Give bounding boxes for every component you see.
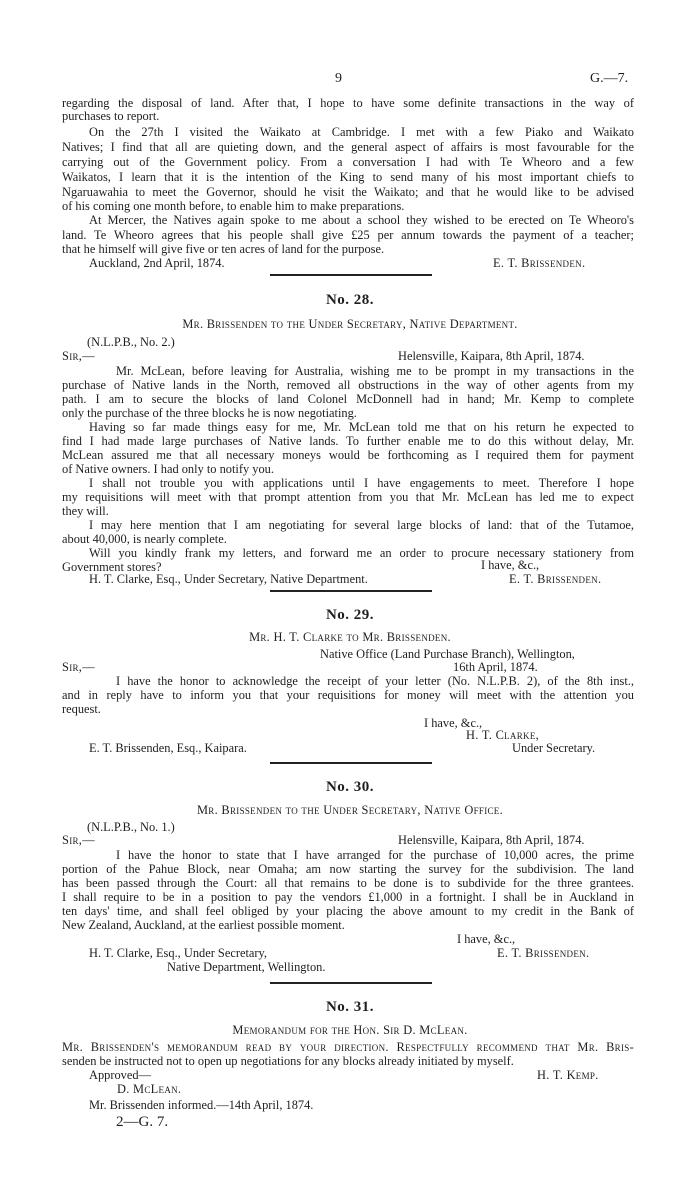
text-line: they will. [62,504,109,518]
text-line: request. [62,702,101,716]
text-line: I shall not trouble you with applications until I have engagements to meet. Therefore I hope [89,476,634,490]
document-reference: G.—7. [590,71,629,86]
text-line: I shall require to be in a position to pay the vendors £1,000 in a fortnight. I shall be in Auckland in [62,890,634,904]
letter-place: Native Office (Land Purchase Branch), Wellington, [320,647,575,661]
addressee-department: Native Department, Wellington. [167,960,326,974]
addressee: H. T. Clarke, Esq., Under Secretary, Native Department. [89,572,368,586]
text-line: Will you kindly frank my letters, and forward me an order to procure necessary stationery from [89,546,634,560]
text-line: find I had made large purchases of Native lands. To further enable me to do this without delay, Mr. [62,434,634,448]
text-line: carrying out of the Government policy. From a conversation I had with Te Wheoro and a few [62,155,634,169]
text-line: about 40,000, is nearly complete. [62,532,227,546]
text-line: New Zealand, Auckland, at the earliest possible moment. [62,918,345,932]
letter-place-date: Helensville, Kaipara, 8th April, 1874. [398,833,585,847]
text-line: purchase of Native lands in the North, removed all obstructions in the way of other agents from my [62,378,634,392]
addressee: H. T. Clarke, Esq., Under Secretary, [89,946,267,960]
text-line: ten days' time, and shall feel obliged by your placing the above amount to my credit in the Bank of [62,904,634,918]
text-line: purchases to report. [62,109,160,123]
text-line: regarding the disposal of land. After that, I hope to have some definite transactions in the way of [62,96,634,110]
section-divider [270,982,432,984]
text-line: land. Te Wheoro agrees that his people shall give £25 per annum towards the payment of a teacher; [62,228,634,242]
section-heading: No. 30. [325,779,375,795]
page-number: 9 [335,71,342,86]
text-line: senden be instructed not to open up negotiations for any blocks already initiated by myself. [62,1054,514,1068]
text-line: Natives; I find that all are quieting down, and the general aspect of affairs is most favourable for the [62,140,634,154]
salutation: Sir,— [62,833,95,847]
signature: E. T. Brissenden. [493,256,586,270]
text-line: has been passed through the Court: all that remains to be done is to subdivide for the three grantees. [62,876,634,890]
signature-mark: 2—G. 7. [116,1114,169,1130]
text-line: and in reply have to inform you that your requisitions for money will meet with the attention you [62,688,634,702]
text-line: that he himself will give five or ten acres of land for the purpose. [62,242,385,256]
letter-subject: Mr. H. T. Clarke to Mr. Brissenden. [249,630,451,644]
signature: H. T. Kemp. [537,1068,599,1082]
text-line: At Mercer, the Natives again spoke to me about a school they wished to be erected on Te Wheoro's [89,213,634,227]
approval-note: Approved— [89,1068,151,1082]
letter-reference: (N.L.P.B., No. 1.) [87,820,175,834]
letter-place-date: Helensville, Kaipara, 8th April, 1874. [398,349,585,363]
closing: I have, &c., [457,932,516,946]
signature: E. T. Brissenden. [509,572,602,586]
text-line: Mr. McLean, before leaving for Australia, wishing me to be prompt in my transactions in the [116,364,634,378]
text-line: only the purchase of the three blocks he is now negotiating. [62,406,357,420]
text-line: Waikatos, I learn that it is the intention of the King to send many of his most important chiefs to [62,170,634,184]
letter-reference: (N.L.P.B., No. 2.) [87,335,175,349]
section-heading: No. 31. [325,999,375,1015]
salutation: Sir,— [62,660,95,674]
text-line: I have the honor to state that I have arranged for the purchase of 10,000 acres, the prime [116,848,634,862]
text-line: path. I am to secure the blocks of land Colonel McDonnell had in hand; Mr. Kemp to complete [62,392,634,406]
signature: D. McLean. [117,1082,182,1096]
text-line: my requisitions will meet with that prompt attention from you that Mr. McLean has led me to expect [62,490,634,504]
dateline: Auckland, 2nd April, 1874. [89,256,225,270]
memo-note: Mr. Brissenden informed.—14th April, 1874. [89,1098,314,1112]
section-heading: No. 28. [325,292,375,308]
letter-date: 16th April, 1874. [453,660,538,674]
text-line: Having so far made things easy for me, Mr. McLean told me that on his return he expected to [89,420,634,434]
addressee: E. T. Brissenden, Esq., Kaipara. [89,741,247,755]
closing: I have, &c., [481,558,540,572]
section-divider [270,762,432,764]
section-divider [270,274,432,276]
closing: I have, &c., [424,716,483,730]
text-line: portion of the Pahue Block, near Omaha; am now starting the survey for the subdivision. The land [62,862,634,876]
memo-subject: Memorandum for the Hon. Sir D. McLean. [232,1023,468,1037]
signatory-title: Under Secretary. [512,741,596,755]
section-heading: No. 29. [325,607,375,623]
text-line: Government stores? [62,560,162,574]
text-line: I may here mention that I am negotiating for several large blocks of land: that of the Tutamoe, [89,518,634,532]
text-line: of Native owners. I had only to notify you. [62,462,274,476]
signature: H. T. Clarke, [466,728,540,742]
letter-subject: Mr. Brissenden to the Under Secretary, Native Department. [182,317,518,331]
signature: E. T. Brissenden. [497,946,590,960]
text-line: On the 27th I visited the Waikato at Cambridge. I met with a few Piako and Waikato [89,125,634,139]
text-line: McLean assured me that all necessary moneys would be forthcoming as I required them for payment [62,448,634,462]
text-line: Ngaruawahia to meet the Governor, should he visit the Waikato; and that he would like to be advised [62,185,634,199]
text-line: Mr. Brissenden's memorandum read by your direction. Respectfully recommend that Mr. Bris- [62,1040,634,1054]
section-divider [270,590,432,592]
salutation: Sir,— [62,349,95,363]
letter-subject: Mr. Brissenden to the Under Secretary, Native Office. [196,803,503,817]
text-line: of his coming one month before, to enable him to make preparations. [62,199,405,213]
text-line: I have the honor to acknowledge the receipt of your letter (No. N.L.P.B. 2), of the 8th inst., [116,674,634,688]
